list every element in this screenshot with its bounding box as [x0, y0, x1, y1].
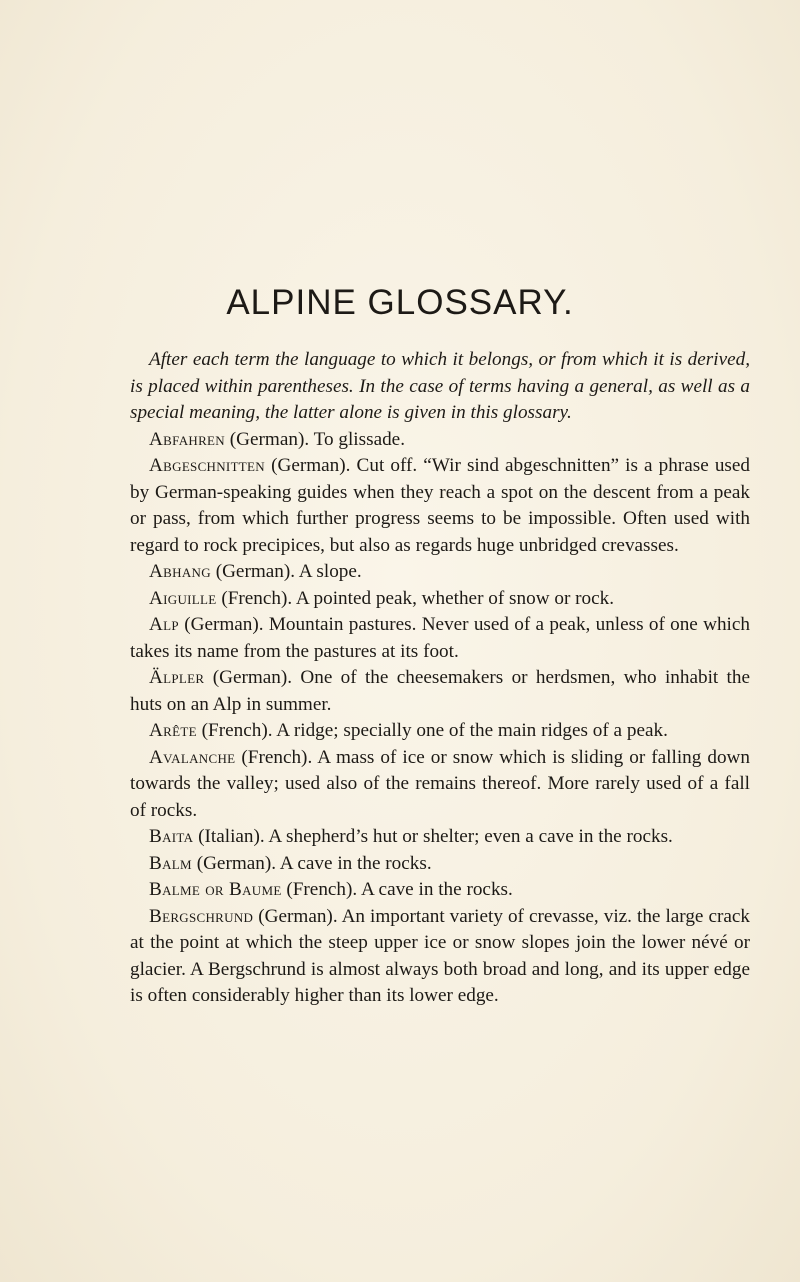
glossary-entry — [130, 665, 750, 718]
entry-term: Älpler — [149, 667, 205, 688]
glossary-body — [130, 347, 750, 1010]
entry-term: Abgeschnitten — [149, 455, 265, 476]
glossary-entry — [130, 453, 750, 559]
intro-paragraph: After each term the language to which it belongs, or from which it is derived, is placed within parentheses. In the case of terms having a general, as well as a special meaning, the latter alone is given in this glossary. — [130, 349, 750, 423]
glossary-entry — [130, 851, 750, 878]
glossary-entry — [130, 718, 750, 745]
entry-term: Abfahren — [149, 428, 225, 450]
entry-definition: (French). A mass of ice or snow which is sliding or falling down towards the valley; used also of the remains thereof. More rarely used of a fall of rocks. — [130, 746, 750, 821]
glossary-entry — [130, 559, 750, 586]
entry-definition: (German). One of the cheesemakers or herdsmen, who inhabit the huts on an Alp in summer. — [130, 667, 750, 715]
entry-term: Arête — [149, 720, 197, 741]
glossary-entry — [130, 745, 750, 825]
entry-definition: (German). Cut off. “Wir sind abgeschnitten” is a phrase used by German-speaking guides when they reach a spot on the descent from a peak or pass, from which further progress seems to be impossible. Often used with regard to rock precipices, but also as regards huge unbridged crevasses. — [130, 455, 750, 556]
entry-term: Avalanche — [149, 746, 236, 768]
entry-definition: (German). Mountain pastures. Never used of a peak, unless of one which takes its name from the pastures at its foot. — [130, 614, 750, 662]
entry-definition: (German). To glissade. — [224, 428, 405, 450]
glossary-entry — [130, 427, 750, 454]
glossary-entry — [130, 612, 750, 665]
entry-term: Abhang — [149, 561, 211, 582]
entry-definition: (French). A pointed peak, whether of snow or rock. — [216, 587, 615, 609]
entry-definition: (French). A ridge; specially one of the main ridges of a peak. — [196, 720, 668, 741]
glossary-entry — [130, 877, 750, 904]
entry-definition: (Italian). A shepherd’s hut or shelter; even a cave in the rocks. — [193, 826, 673, 847]
glossary-entry — [130, 586, 750, 613]
entry-term: Balme or Baume — [149, 879, 282, 900]
entry-term: Bergschrund — [149, 905, 254, 927]
entry-definition: (German). A slope. — [210, 561, 362, 582]
entry-term: Baita — [149, 826, 194, 847]
entry-definition: (French). A cave in the rocks. — [281, 879, 513, 900]
entry-term: Alp — [149, 614, 179, 635]
page-title: ALPINE GLOSSARY. — [226, 283, 574, 322]
entry-term: Balm — [149, 852, 192, 874]
entry-term: Aiguille — [149, 587, 217, 609]
glossary-entry — [130, 904, 750, 1010]
entry-definition: (German). An important variety of crevasse, viz. the large crack at the point at which the steep upper ice or snow slopes join the lower névé or glacier. A Bergschrund is almost always both broad and long, and its upper edge is often considerably higher than its lower edge. — [130, 905, 750, 1006]
glossary-entry — [130, 824, 750, 851]
entry-definition: (German). A cave in the rocks. — [191, 852, 432, 874]
